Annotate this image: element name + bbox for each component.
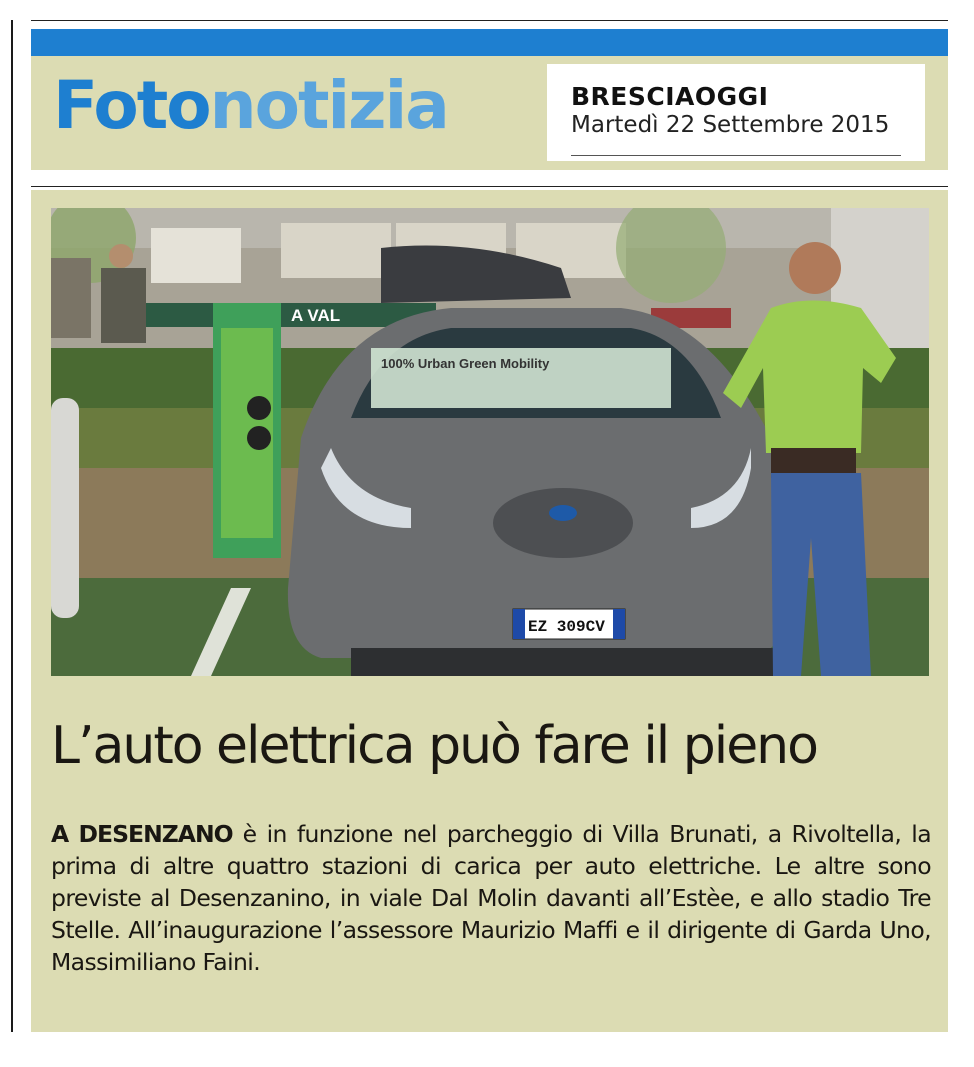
publication-box xyxy=(547,64,925,161)
left-margin-rule xyxy=(11,20,13,1032)
section-title-notizia: notizia xyxy=(209,67,448,144)
article-body-text: è in funzione nel parcheggio di Villa Brunati, a Rivoltella, la prima di altre quattro stazioni di carica per auto elettriche. Le altre sono previste al Desenzanino, in viale Dal Molin davanti all’Estèe, e allo stadio Tre Stelle. All’inaugurazione l’assessore Maurizio Maffi e il dirigente di Garda Uno, Massimiliano Faini. xyxy=(51,820,931,976)
publication-rule xyxy=(571,155,901,156)
license-plate-text: EZ 309CV xyxy=(528,618,605,636)
article-photo xyxy=(51,208,929,676)
windshield-banner-text: 100% Urban Green Mobility xyxy=(381,356,550,371)
section-title xyxy=(53,67,448,144)
article-kicker: A DESENZANO xyxy=(51,820,233,848)
shop-sign-text: A VAL xyxy=(291,306,341,325)
article-headline: L’auto elettrica può fare il pieno xyxy=(51,716,817,776)
section-title-foto: Foto xyxy=(53,67,210,144)
section-header xyxy=(31,29,948,170)
publication-name: BRESCIAOGGI xyxy=(571,82,769,111)
top-rule xyxy=(31,20,948,21)
section-divider xyxy=(31,186,948,187)
header-color-bar xyxy=(31,29,948,56)
article xyxy=(31,190,948,1032)
publication-date: Martedì 22 Settembre 2015 xyxy=(571,112,890,138)
article-body xyxy=(51,818,931,978)
